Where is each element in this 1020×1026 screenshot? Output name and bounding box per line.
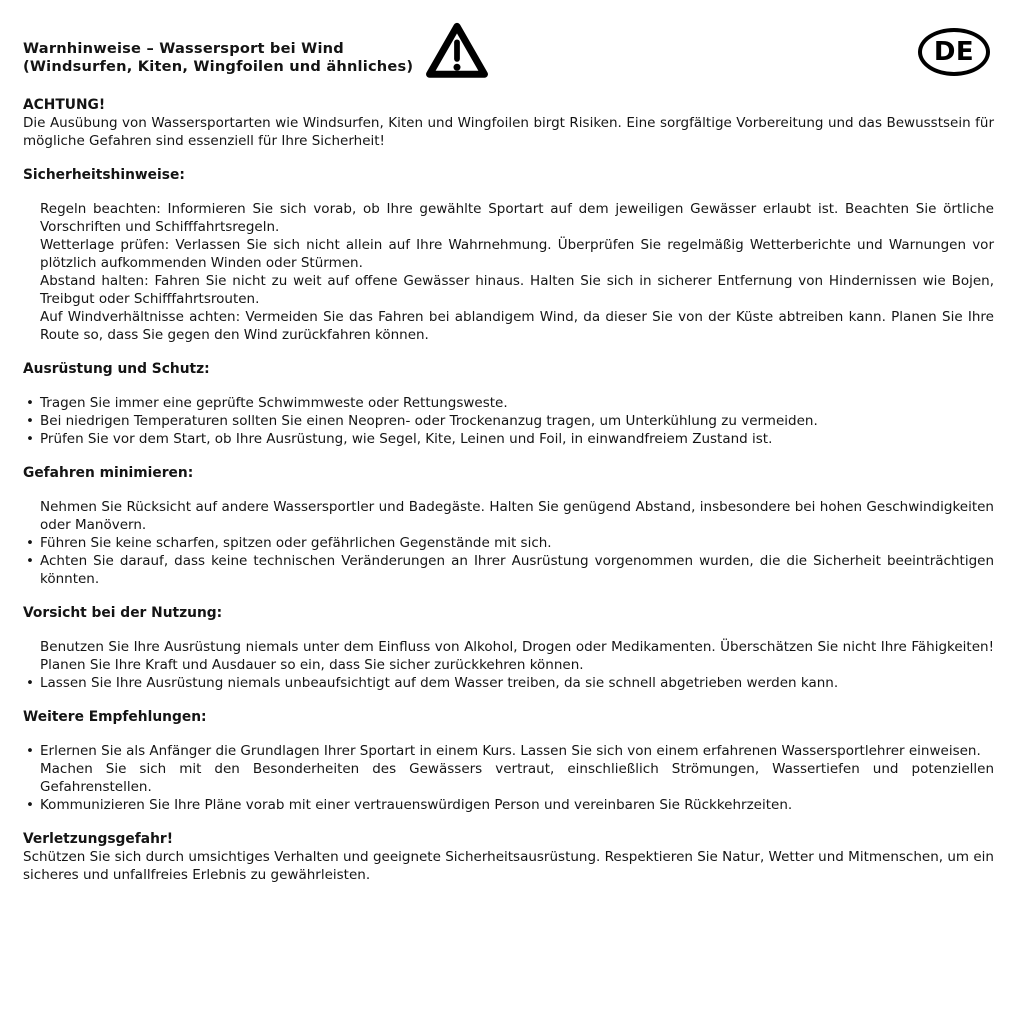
bullet-icon: • [26,413,34,429]
list-item [23,796,994,814]
section-heading-gefahren: Gefahren minimieren: [23,465,194,481]
outro-heading: Verletzungsgefahr! [23,831,173,847]
list-item [23,498,994,534]
bullet-icon: • [26,395,34,411]
section-heading-empfehlungen: Weitere Empfehlungen: [23,709,207,725]
section-items [23,638,994,692]
bullet-icon: • [26,431,34,447]
list-item-text: Kommunizieren Sie Ihre Pläne vorab mit einer vertrauenswürdigen Person und vereinbaren Sie Rückkehrzeiten. [40,797,793,813]
section-heading-vorsicht: Vorsicht bei der Nutzung: [23,605,223,621]
list-item [23,552,994,588]
section-items [23,200,994,344]
list-item-text: Machen Sie sich mit den Besonderheiten des Gewässers vertraut, einschließlich Strömungen, Wassertiefen und potenziellen Gefahrenstellen. [40,761,994,795]
list-item-text: Lassen Sie Ihre Ausrüstung niemals unbeaufsichtigt auf dem Wasser treiben, da sie schnell abgetrieben werden kann. [40,675,839,691]
list-item [23,430,994,448]
list-item-text: Führen Sie keine scharfen, spitzen oder gefährlichen Gegenstände mit sich. [40,535,552,551]
list-item [23,638,994,674]
section-items [23,742,994,814]
list-item [23,534,994,552]
list-item-text: Nehmen Sie Rücksicht auf andere Wassersportler und Badegäste. Halten Sie genügend Abstand, insbesondere bei hohen Geschwindigkeiten oder Manövern. [40,499,994,533]
list-item-text: Erlernen Sie als Anfänger die Grundlagen Ihrer Sportart in einem Kurs. Lassen Sie sich von einem erfahrenen Wassersportlehrer einweisen. [40,743,981,759]
doc-header [23,20,994,80]
list-item-text: Prüfen Sie vor dem Start, ob Ihre Ausrüstung, wie Segel, Kite, Leinen und Foil, in einwandfreiem Zustand ist. [40,431,773,447]
title-wrap [23,20,489,80]
bullet-icon: • [26,675,34,691]
list-item [23,394,994,412]
bullet-icon: • [26,743,34,759]
list-item-text: Wetterlage prüfen: Verlassen Sie sich nicht allein auf Ihre Wahrnehmung. Überprüfen Sie regelmäßig Wetterberichte und Warnungen vor plötzlich aufkommenden Winden oder Stürmen. [40,237,994,271]
list-item [23,200,994,236]
bullet-icon: • [26,535,34,551]
language-badge [918,28,990,76]
bullet-icon: • [26,797,34,813]
list-item [23,412,994,430]
list-item-text: Benutzen Sie Ihre Ausrüstung niemals unter dem Einfluss von Alkohol, Drogen oder Medikamenten. Überschätzen Sie nicht Ihre Fähigkeiten! Planen Sie Ihre Kraft und Ausdauer so ein, dass Sie sicher zurückkehren können. [40,639,994,673]
page-title-line1: Warnhinweise – Wassersport bei Wind [23,40,344,57]
page-title [23,40,413,76]
list-item [23,236,994,272]
intro-heading: ACHTUNG! [23,97,106,113]
warning-triangle-icon [425,20,489,80]
section-heading-ausruestung: Ausrüstung und Schutz: [23,361,210,377]
list-item-text: Auf Windverhältnisse achten: Vermeiden Sie das Fahren bei ablandigem Wind, da dieser Sie von der Küste abtreiben kann. Planen Sie Ihre Route so, dass Sie gegen den Wind zurückfahren können. [40,309,994,343]
bullet-icon: • [26,553,34,569]
language-badge-label: DE [933,37,975,67]
section-heading-sicherheitshinweise: Sicherheitshinweise: [23,167,185,183]
list-item [23,760,994,796]
list-item-text: Abstand halten: Fahren Sie nicht zu weit auf offene Gewässer hinaus. Halten Sie sich in sicherer Entfernung von Hindernissen wie Bojen, Treibgut oder Schifffahrtsrouten. [40,273,994,307]
section-items [23,394,994,448]
list-item-text: Achten Sie darauf, dass keine technischen Veränderungen an Ihrer Ausrüstung vorgenommen wurden, die die Sicherheit beeinträchtigen könnten. [40,553,994,587]
list-item-text: Regeln beachten: Informieren Sie sich vorab, ob Ihre gewählte Sportart auf dem jeweiligen Gewässer erlaubt ist. Beachten Sie örtliche Vorschriften und Schifffahrtsregeln. [40,201,994,235]
doc-body [23,96,994,884]
outro-block [23,830,994,884]
list-item [23,272,994,308]
list-item-text: Bei niedrigen Temperaturen sollten Sie einen Neopren- oder Trockenanzug tragen, um Unterkühlung zu vermeiden. [40,413,818,429]
list-item [23,742,994,760]
intro-paragraph: Die Ausübung von Wassersportarten wie Windsurfen, Kiten und Wingfoilen birgt Risiken. Eine sorgfältige Vorbereitung und das Bewusstsein für mögliche Gefahren sind essenziell für Ihre Sicherheit! [23,115,994,149]
section-items [23,498,994,588]
list-item-text: Tragen Sie immer eine geprüfte Schwimmweste oder Rettungsweste. [40,395,508,411]
list-item [23,674,994,692]
outro-paragraph: Schützen Sie sich durch umsichtiges Verhalten und geeignete Sicherheitsausrüstung. Respektieren Sie Natur, Wetter und Mitmenschen, um ein sicheres und unfallfreies Erlebnis zu gewährleisten. [23,849,994,883]
page-title-line2: (Windsurfen, Kiten, Wingfoilen und ähnliches) [23,58,414,75]
list-item [23,308,994,344]
